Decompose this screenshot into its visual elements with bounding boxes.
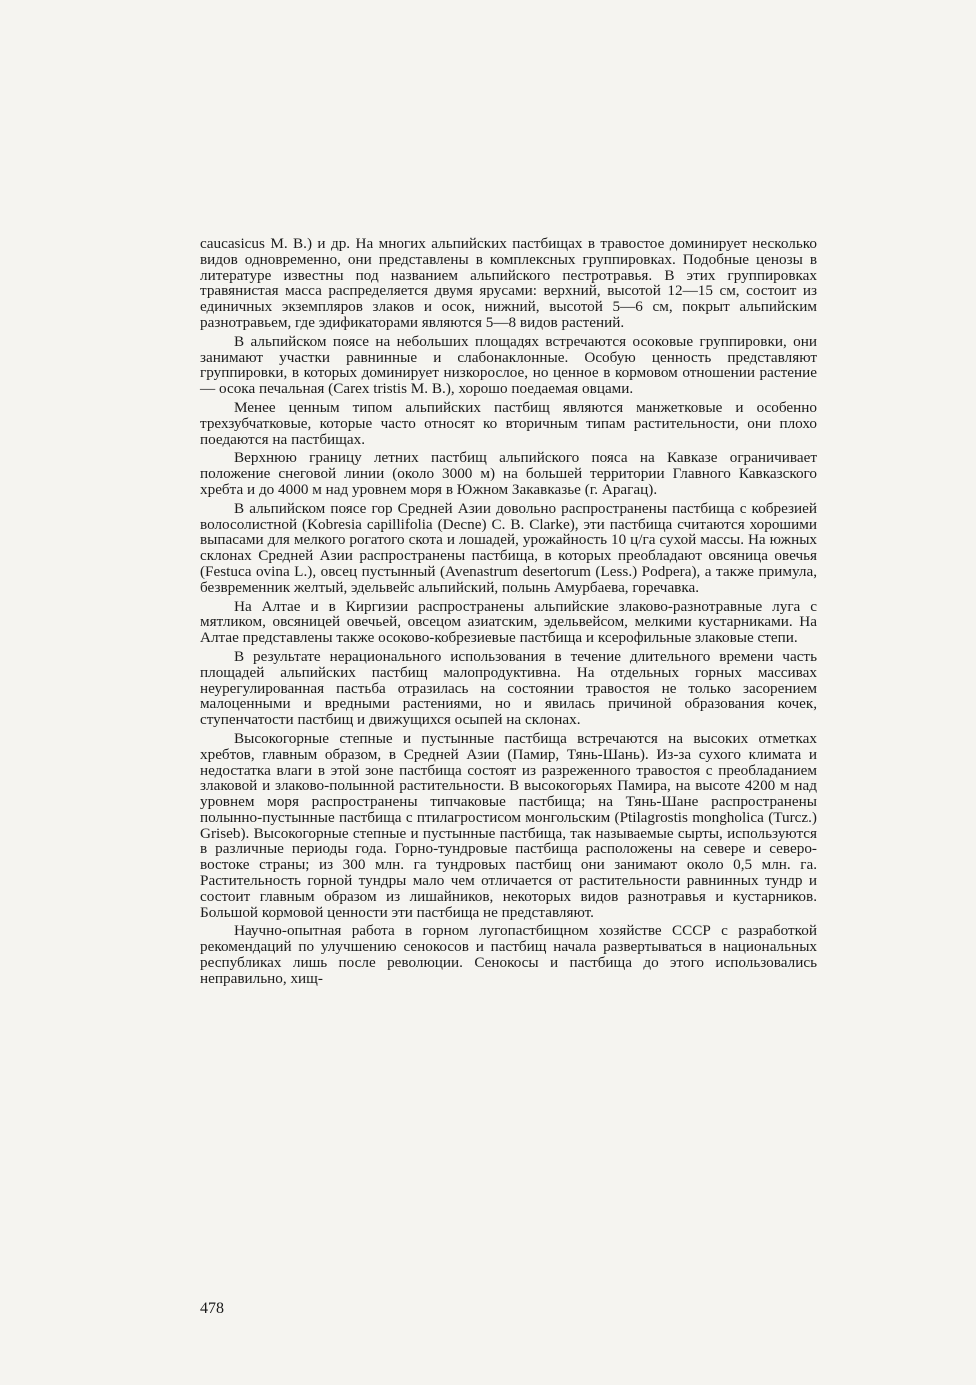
paragraph: Научно-опытная работа в горном лугопастбищном хозяйстве СССР с разработкой рекомендаций по улучшению сенокосов и пастбищ начала развертываться в национальных республиках лишь после революции. Сенокосы и пастбища до этого использовались неправильно, хищ- — [200, 922, 817, 987]
paragraph: Менее ценным типом альпийских пастбищ являются манжетковые и особенно трехзубчатковые, которые часто относят ко вторичным типам растительности, они плохо поедаются на пастбищах. — [200, 398, 817, 448]
paragraph: В альпийском поясе гор Средней Азии довольно распространены пастбища с кобрезией волосолистной (Kobresia capillifolia (Decne) C. B. Clarke), эти пастбища считаются хорошими выпасами для мелкого рогатого скота и лошадей, урожайность 10 ц/га сухой массы. На южных склонах Средней Азии распространены пастбища, в которых преобладают овсяница овечья (Festuca ovina L.), овсец пустынный (Avenastrum desertorum (Less.) Podpera), а также примула, безвременник желтый, эдельвейс альпийский, полынь Амурбаева, горечавка. — [200, 499, 817, 596]
paragraph: В альпийском поясе на небольших площадях встречаются осоковые группировки, они занимают участки равнинные и слабонаклонные. Особую ценность представляют группировки, в которых доминирует низкорослое, но ценное в кормовом отношении растение — осока печальная (Carex tristis M. B.), хорошо поедаемая овцами. — [200, 332, 817, 398]
paragraph: caucasicus M. B.) и др. На многих альпийских пастбищах в травостое доминирует несколько видов одновременно, они представлены в комплексных группировках. Подобные ценозы в литературе известны под названием альпийского пестротравья. В этих группировках травянистая масса распределяется двумя ярусами: верхний, высотой 12—15 см, состоит из единичных экземпляров злаков и осок, нижний, высотой 5—6 см, покрыт альпийским разнотравьем, где эдификаторами являются 5—8 видов растений. — [200, 235, 817, 331]
paragraph: Верхнюю границу летних пастбищ альпийского пояса на Кавказе ограничивает положение снеговой линии (около 3000 м) на большей территории Главного Кавказского хребта и до 4000 м над уровнем моря в Южном Закавказье (г. Арагац). — [200, 449, 817, 498]
paragraph: В результате нерационального использования в течение длительного времени часть площадей альпийских пастбищ малопродуктивна. На отдельных горных массивах неурегулированная пастьба отразилась на состоянии травостоя не только засорением малоценными и вредными растениями, но и явилась причиной образования кочек, ступенчатости пастбищ и движущихся осыпей на склонах. — [200, 647, 817, 729]
page-number: 478 — [200, 1300, 224, 1317]
paragraph: На Алтае и в Киргизии распространены альпийские злаково-разнотравные луга с мятликом, овсяницей овечьей, овсецом азиатским, эдельвейсом, мелкими кустарниками. На Алтае представлены также осоково-кобрезиевые пастбища и ксерофильные злаковые степи. — [200, 597, 817, 647]
body-text — [200, 236, 817, 990]
paragraph: Высокогорные степные и пустынные пастбища встречаются на высоких отметках хребтов, главным образом, в Средней Азии (Памир, Тянь-Шань). Из-за сухого климата и недостатка влаги в этой зоне пастбища состоят из разреженного травостоя с преобладанием злаковой и злаково-полынной растительности. В высокогорьях Памира, на высоте 4200 м над уровнем моря распространены типчаковые пастбища; на Тянь-Шане распространены полынно-пустынные пастбища с птилагростисом монгольским (Ptilagrostis mongholica (Turcz.) Griseb). Высокогорные степные и пустынные пастбища, так называемые сырты, используются в различные периоды года. Горно-тундровые пастбища расположены на севере и северо-востоке страны; из 300 млн. га тундровых пастбищ они занимают около 0,5 млн. га. Растительность горной тундры мало чем отличается от растительности равнинных тундр и состоит главным образом из лишайников, некоторых видов разнотравья и кустарников. Большой кормовой ценности эти пастбища не представляют. — [200, 729, 817, 921]
